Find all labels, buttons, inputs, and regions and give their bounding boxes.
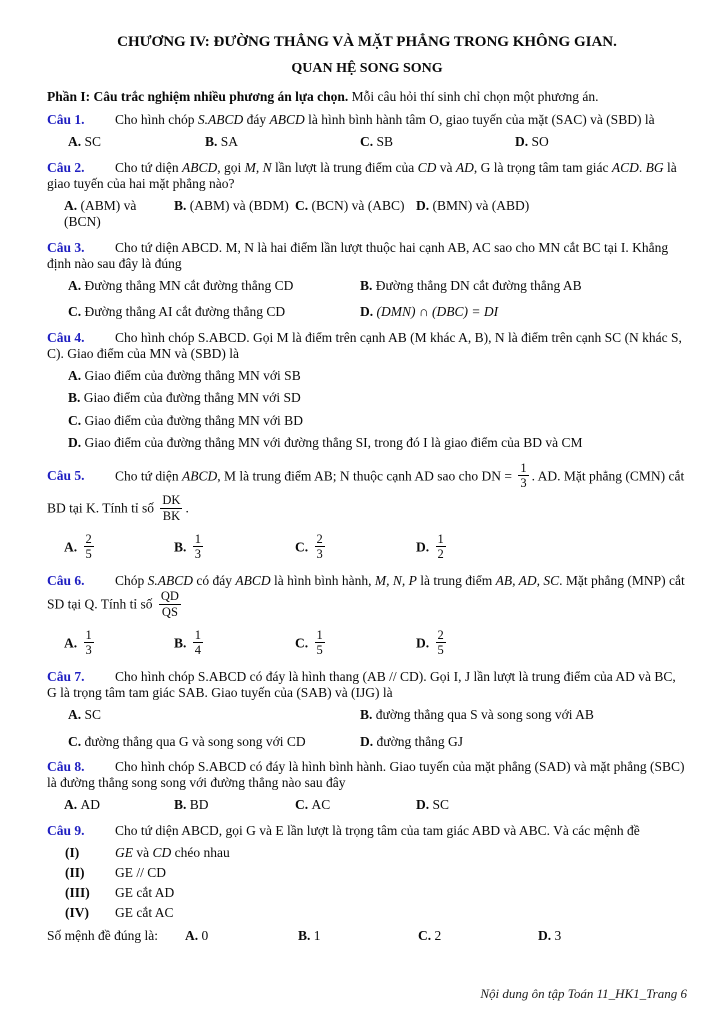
option-label: C. <box>68 304 85 319</box>
text-segment: có đáy <box>193 573 236 588</box>
text-segment: (ABM) và (BCN) <box>64 197 137 229</box>
text-segment: là trung điểm <box>416 573 496 588</box>
question-6 <box>47 573 687 660</box>
fraction-numerator: 1 <box>316 627 323 642</box>
option-label: B. <box>360 277 376 293</box>
options <box>47 707 687 750</box>
text-segment: Giao điểm của đường thẳng MN với đường thẳng SI, trong đó I là giao điểm của BD và CM <box>84 435 583 450</box>
text-segment: (DMN) ∩ (DBC) = DI <box>376 304 499 319</box>
statement-3 <box>47 885 687 901</box>
fraction-numerator: 1 <box>194 531 202 546</box>
fraction-numerator: 1 <box>437 531 444 546</box>
text-segment: AC <box>311 797 331 812</box>
option-b <box>174 628 295 661</box>
text-segment: đáy <box>243 112 270 127</box>
fraction-numerator: 2 <box>85 531 92 546</box>
text-segment: Chóp <box>115 573 148 588</box>
option-label: C. <box>295 538 312 554</box>
option-b <box>360 278 687 295</box>
text-segment: Cho tứ diện ABCD, gọi G và E lần lượt là trọng tâm của tam giác ABD và ABC. Và các mệnh đề <box>115 822 640 838</box>
text-segment: 1 <box>313 927 321 943</box>
text-segment: ACD <box>611 159 639 175</box>
option-d <box>360 304 687 321</box>
option-label: C. <box>418 927 435 943</box>
statement-label: (IV) <box>65 904 89 920</box>
option-label: D. <box>416 197 433 213</box>
question-3 <box>47 240 687 321</box>
options <box>47 797 687 814</box>
fraction <box>159 589 181 620</box>
chapter-subtitle: QUAN HỆ SONG SONG <box>291 61 443 76</box>
option-b <box>298 928 418 945</box>
statement-text <box>115 905 174 921</box>
option-label: A. <box>68 277 85 293</box>
text-segment: BD <box>189 797 209 812</box>
option-b <box>360 707 687 724</box>
questions <box>47 112 687 944</box>
option-label: B. <box>205 134 221 149</box>
question-text <box>47 160 687 192</box>
statement-text <box>115 865 166 881</box>
option-label: B. <box>174 634 190 650</box>
text-segment: Giao điểm của đường thẳng MN với SB <box>84 367 301 383</box>
option-label: B. <box>360 707 376 722</box>
text-segment: AD <box>80 797 100 812</box>
text-segment: Đường thẳng MN cắt đường thẳng CD <box>84 277 294 293</box>
fraction-numerator: 2 <box>316 531 323 546</box>
text-segment: Cho tứ diện <box>115 467 182 483</box>
fraction <box>518 461 528 492</box>
option-label: A. <box>64 634 81 650</box>
option-label: D. <box>416 634 433 650</box>
option-c <box>68 304 360 321</box>
fraction-denominator: 3 <box>316 547 323 562</box>
option-d <box>538 928 561 945</box>
options <box>47 198 687 231</box>
question-text <box>47 461 687 526</box>
question-7 <box>47 669 687 750</box>
text-segment: . AD. Mặt phẳng (CMN) cắt BD tại K. Tính tỉ số <box>47 467 685 516</box>
text-segment: M, N <box>244 159 272 175</box>
option-label: A. <box>68 367 85 383</box>
options <box>47 134 687 151</box>
text-segment: và <box>436 159 456 175</box>
text-segment: Đường thẳng AI cắt đường thẳng CD <box>84 304 286 319</box>
question-9 <box>47 823 687 945</box>
option-b <box>174 532 295 565</box>
question-number: Câu 6. <box>47 573 85 588</box>
text-segment: Cho hình chóp S.ABCD có đáy là hình thang (AB // CD). Gọi I, J lần lượt là trung điểm của AD và BC, G là trọng tâm tam giác SAB. Giao tuyến của (SAB) và (IJG) là <box>47 669 676 700</box>
text-segment: SC <box>84 134 102 149</box>
statement-label: (II) <box>65 864 85 880</box>
question-8 <box>47 759 687 814</box>
fraction <box>160 493 182 524</box>
page-footer: Nội dung ôn tập Toán 11_HK1_Trang 6 <box>480 986 687 1001</box>
option-label: B. <box>174 538 190 554</box>
fraction-denominator: QS <box>161 604 178 619</box>
text-segment: . <box>638 159 646 175</box>
fraction-numerator: 2 <box>437 627 444 642</box>
question-2 <box>47 160 687 231</box>
text-segment: , gọi <box>217 159 245 175</box>
text-segment: GE <box>115 844 133 860</box>
chapter-title: CHƯƠNG IV: ĐƯỜNG THẲNG VÀ MẶT PHẲNG TRONG KHÔNG GIAN. <box>117 34 617 50</box>
option-label: C. <box>295 197 312 213</box>
option-label: A. <box>68 134 85 149</box>
option-label: D. <box>416 538 433 554</box>
question-number: Câu 8. <box>47 759 85 774</box>
text-segment: Đường thẳng DN cắt đường thẳng AB <box>375 277 582 293</box>
question-text <box>47 330 687 362</box>
text-segment: AD <box>455 159 474 175</box>
option-label: D. <box>360 304 377 319</box>
option-label: C. <box>295 797 312 812</box>
text-segment: . <box>185 500 189 516</box>
question-text <box>47 240 687 272</box>
text-segment: , G là trọng tâm tam giác <box>473 159 612 175</box>
text-segment: là hình bình hành, <box>270 573 375 588</box>
text-segment: ABCD <box>235 573 271 588</box>
question-text <box>47 669 687 701</box>
text-segment: Cho tứ diện ABCD. M, N là hai điểm lần lượt thuộc hai cạnh AB, AC sao cho MN cắt BC tại I. Khẳng định nào sau đây là đúng <box>47 239 669 271</box>
text-segment: BG <box>645 159 664 175</box>
text-segment: Cho hình chóp <box>115 112 198 127</box>
option-d <box>360 734 687 751</box>
text-segment: (ABM) và (BDM) <box>189 197 289 213</box>
text-segment: ABCD <box>181 467 218 483</box>
option-label: B. <box>298 927 314 943</box>
statement-1 <box>47 845 687 861</box>
statement-label: (I) <box>65 844 80 860</box>
text-segment: đường thẳng qua S và song song với AB <box>375 707 594 722</box>
question-number: Câu 3. <box>47 239 85 255</box>
question-number: Câu 9. <box>47 822 85 838</box>
option-label: C. <box>68 733 85 749</box>
answer-count-row <box>47 928 687 945</box>
fraction-denominator: 2 <box>437 547 444 562</box>
text-segment: là hình bình hành tâm O, giao tuyến của mặt (SAC) và (SBD) là <box>304 112 655 127</box>
text-segment: GE cắt AC <box>115 904 174 920</box>
option-d <box>416 198 529 231</box>
option-label: A. <box>185 927 202 943</box>
statement-2 <box>47 865 687 881</box>
text-segment: SC <box>432 797 450 812</box>
option-a <box>64 198 174 231</box>
fraction-denominator: 3 <box>85 643 92 658</box>
statement-text <box>115 885 174 901</box>
option-d <box>68 435 687 452</box>
option-b <box>68 390 687 407</box>
text-segment: SC <box>84 707 102 722</box>
text-segment: 2 <box>434 927 442 943</box>
question-4 <box>47 330 687 452</box>
option-b <box>205 134 360 151</box>
option-a <box>64 628 174 661</box>
part-instruction: Mỗi câu hỏi thí sinh chỉ chọn một phương án. <box>348 89 599 104</box>
fraction-denominator: 5 <box>437 643 444 658</box>
text-segment: Cho tứ diện <box>115 159 182 175</box>
option-a <box>68 707 360 724</box>
question-number: Câu 1. <box>47 112 85 127</box>
text-segment: (BMN) và (ABD) <box>432 197 530 213</box>
option-d <box>416 532 449 565</box>
option-label: D. <box>416 797 433 812</box>
fraction <box>436 532 446 563</box>
text-segment: đường thẳng GJ <box>376 733 463 749</box>
option-label: B. <box>174 197 190 213</box>
options <box>47 278 687 321</box>
fraction <box>436 628 446 659</box>
option-a <box>64 532 174 565</box>
text-segment: là giao tuyến của hai mặt phẳng nào? <box>47 159 677 191</box>
question-text <box>47 823 687 839</box>
text-segment: CD <box>417 159 437 175</box>
fraction <box>193 628 203 659</box>
option-d <box>515 134 549 151</box>
text-segment: . Mặt phẳng (MNP) cắt SD tại Q. Tính tỉ số <box>47 573 685 612</box>
text-segment: 0 <box>201 927 209 943</box>
fraction-denominator: 3 <box>520 476 527 491</box>
options <box>47 368 687 452</box>
fraction-numerator: 1 <box>194 627 202 642</box>
option-c <box>295 628 416 661</box>
statement-4 <box>47 905 687 921</box>
question-text <box>47 112 687 128</box>
fraction-denominator: BK <box>162 508 181 523</box>
fraction-numerator: QD <box>160 589 179 603</box>
fraction-denominator: 5 <box>316 643 323 658</box>
text-segment: và <box>133 844 153 860</box>
text-segment: ABCD <box>181 159 218 175</box>
fraction <box>315 628 325 659</box>
fraction <box>315 532 325 563</box>
fraction <box>193 532 203 563</box>
option-label: B. <box>174 797 190 812</box>
text-segment: CD <box>152 844 172 860</box>
option-label: D. <box>360 733 377 749</box>
part-header <box>47 89 687 105</box>
option-c <box>418 928 538 945</box>
option-c <box>295 797 416 814</box>
option-label: A. <box>64 797 81 812</box>
fraction-numerator: 1 <box>520 460 527 475</box>
fraction-numerator: 1 <box>85 627 92 642</box>
text-segment: SO <box>531 134 549 149</box>
fraction-denominator: 4 <box>194 643 202 658</box>
text-segment: đường thẳng qua G và song song với CD <box>84 733 306 749</box>
fraction-numerator: DK <box>162 493 181 507</box>
fraction <box>84 532 94 563</box>
option-a <box>68 278 360 295</box>
text-segment: Cho hình chóp S.ABCD. Gọi M là điểm trên cạnh AB (M khác A, B), N là điểm trên cạnh SC (N khác S, C). Giao điểm của MN và (SBD) là <box>47 329 682 361</box>
text-segment: , M là trung điểm AB; N thuộc cạnh AD sao cho DN = <box>217 467 516 483</box>
option-d <box>416 797 449 814</box>
text-segment: (BCN) và (ABC) <box>311 197 405 213</box>
option-label: C. <box>360 134 377 149</box>
question-number: Câu 4. <box>47 329 85 345</box>
question-5 <box>47 461 687 565</box>
option-a <box>64 797 174 814</box>
option-label: D. <box>538 927 555 943</box>
text-segment: Giao điểm của đường thẳng MN với SD <box>83 390 301 405</box>
option-a <box>68 368 687 385</box>
text-segment: M, N, P <box>374 573 417 588</box>
options <box>47 532 687 565</box>
question-text <box>47 759 687 791</box>
option-d <box>416 628 449 661</box>
option-label: A. <box>68 707 85 722</box>
fraction-denominator: 5 <box>85 547 92 562</box>
text-segment: AB, AD, SC <box>495 573 560 588</box>
question-1 <box>47 112 687 151</box>
option-label: A. <box>64 197 81 213</box>
option-label: A. <box>64 538 81 554</box>
text-segment: lần lượt là trung điểm của <box>271 159 418 175</box>
option-label: C. <box>295 634 312 650</box>
text-segment: S.ABCD <box>147 573 194 588</box>
text-segment: 3 <box>554 927 562 943</box>
option-label: B. <box>68 390 84 405</box>
text-segment: SA <box>220 134 239 149</box>
question-text <box>47 573 687 622</box>
option-a <box>185 928 298 945</box>
option-c <box>360 134 515 151</box>
statement-text <box>115 845 230 861</box>
answer-count-label: Số mệnh đề đúng là: <box>47 927 158 943</box>
option-b <box>174 198 295 231</box>
text-segment: SB <box>376 134 394 149</box>
options <box>47 628 687 661</box>
option-label: C. <box>68 412 85 428</box>
part-label: Phần I: Câu trắc nghiệm nhiều phương án lựa chọn. <box>47 89 349 104</box>
text-segment: GE cắt AD <box>115 884 175 900</box>
option-c <box>295 532 416 565</box>
text-segment: Cho hình chóp S.ABCD có đáy là hình bình hành. Giao tuyến của mặt phẳng (SAD) và mặt phẳng (SBC) là đường thẳng song song với đường thẳng nào sau đây <box>47 759 685 790</box>
option-label: D. <box>515 134 532 149</box>
fraction-denominator: 3 <box>194 547 202 562</box>
question-number: Câu 5. <box>47 467 85 483</box>
option-b <box>174 797 295 814</box>
option-a <box>68 134 205 151</box>
option-c <box>68 413 687 430</box>
option-c <box>295 198 416 231</box>
text-segment: ABCD <box>269 112 305 127</box>
fraction <box>84 628 94 659</box>
question-number: Câu 2. <box>47 159 85 175</box>
text-segment: S.ABCD <box>197 112 244 127</box>
text-segment: Giao điểm của đường thẳng MN với BD <box>84 412 303 428</box>
text-segment: chéo nhau <box>171 844 230 860</box>
option-c <box>68 734 360 751</box>
option-label: D. <box>68 435 85 450</box>
statement-label: (III) <box>65 884 90 900</box>
text-segment: GE // CD <box>115 864 167 880</box>
question-number: Câu 7. <box>47 669 85 684</box>
